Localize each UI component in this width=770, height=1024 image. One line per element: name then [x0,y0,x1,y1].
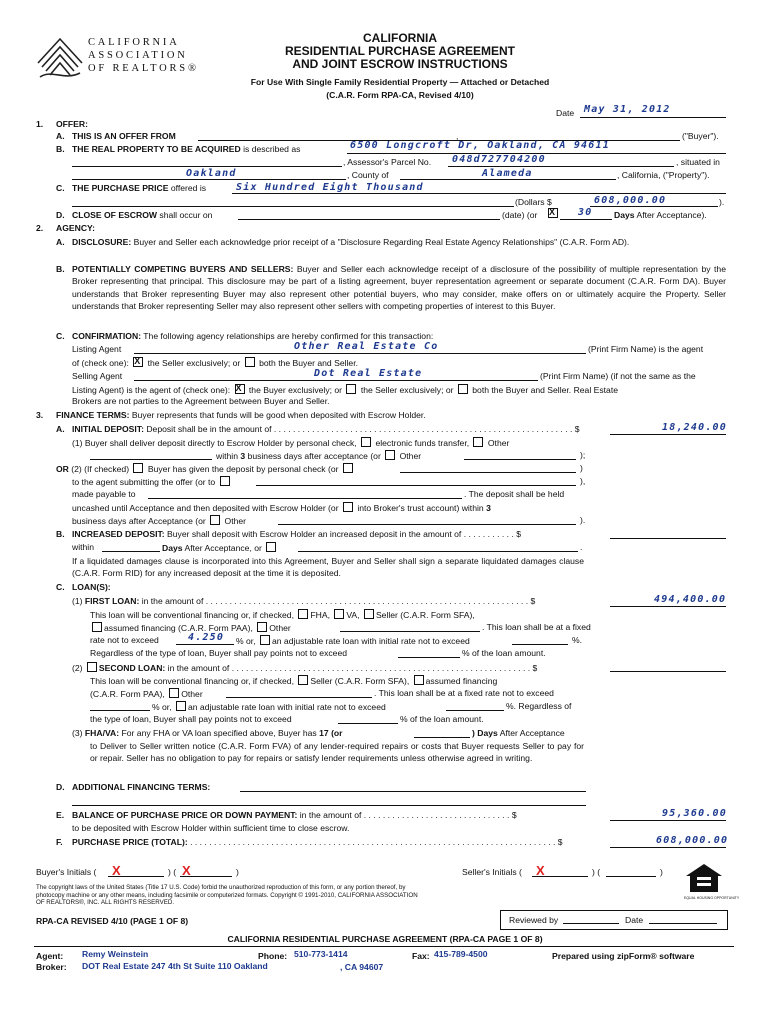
listing-tail: (Print Firm Name) is the agent [588,344,704,354]
subtitle-1: For Use With Single Family Residential Property — Attached or Detached [250,77,550,87]
s2c-label: C. [56,331,65,341]
s3a-text: Deposit shall be in the amount of [146,424,272,434]
s3b-bold: INCREASED DEPOSIT: [72,529,165,539]
county-value[interactable]: Alameda [482,168,533,179]
s3c3-l2: to Deliver to Seller written notice (C.A.R. Form FVA) of any lender-required repairs or costs that Buyer requests Seller to pay for or repair. Seller has no obligation to pay for repairs or satisfy lender requirements unless otherwise agreed in writing. [90,741,584,764]
s3c1-va: VA, [346,610,360,620]
additional-financing-field[interactable] [240,791,586,792]
broker-label: Broker: [36,962,67,972]
adjustable-checkbox[interactable] [260,635,270,645]
selling-buyer: the Buyer exclusively; or [248,385,343,395]
s3a1-close: ); [580,450,586,460]
s2a-text: Buyer and Seller each acknowledge prior receipt of a "Disclosure Regarding Real Estate Agency Relationships" (C.A.R. Form AD). [133,237,630,247]
s3b-label: B. [56,529,65,539]
s3c1-l3a: assumed financing (C.A.R. Form PAA), [104,623,253,633]
situated-in: , situated in [676,157,720,167]
s3a1-days: 3 [240,451,246,461]
logo-text [88,36,199,75]
agent-label: Agent: [36,951,64,961]
listing-seller-checkbox[interactable] [133,357,143,367]
s3b-days: Days [162,543,183,553]
review-box [500,910,728,930]
revision-label: RPA-CA REVISED 4/10 (PAGE 1 OF 8) [36,916,189,926]
a2-or-checkbox[interactable] [343,463,353,473]
increased-deposit-field[interactable] [610,538,726,539]
s2a-bold: DISCLOSURE: [72,237,132,247]
listing-agent[interactable]: Other Real Estate Co [294,341,439,352]
s3c2-l5: the type of loan, Buyer shall pay points not to exceed [90,714,292,724]
s3-title-bold: FINANCE TERMS: [56,410,130,420]
s3a2-text: (2) (If checked) [71,464,130,474]
s3a2-l4: uncashed until Acceptance and then deposited with Escrow Holder (or [72,503,339,513]
s3c1-l2: This loan will be conventional financing or, if checked, [90,610,294,620]
s3c1-l4b: % or, [236,636,256,646]
s3a2-l5e: ). [580,515,586,525]
selling-agent[interactable]: Dot Real Estate [314,368,423,379]
s3f-label: F. [56,837,63,847]
s1a-label: A. [56,131,65,141]
s2b-bold: POTENTIALLY COMPETING BUYERS AND SELLERS: [72,264,294,274]
s3a-label: A. [56,424,65,434]
s1c-bold: THE PURCHASE PRICE [72,183,169,193]
s3c3: (3) [72,728,83,738]
listing-both: both the Buyer and Seller. [259,358,358,368]
s2b-text: Buyer and Seller each acknowledge receipt of a disclosure of the possibility of multiple representation by the Broker representing that principal. This disclosure may be part of a listing agreement, buyer representation agreement or separate document (C.A.R. Form DA). Buyer understands that Broker representing Buyer may also represent other potential buyers, who may consider, make offers on or ultimately acquire the Property. Seller understands that Broker representing Seller may also represent other sellers with competing properties of interest to this Buyer. [72,264,726,312]
title-line-2: RESIDENTIAL PURCHASE AGREEMENT [284,44,516,58]
seller-initials-mid: ) ( [592,867,601,877]
subtitle-2: (C.A.R. Form RPA-CA, Revised 4/10) [326,90,474,100]
assumed-checkbox[interactable] [92,622,102,632]
c2-seller-checkbox[interactable] [298,675,308,685]
logo-line-2: ASSOCIATION [88,50,188,61]
s3a2-l4b: into Broker's trust account) within [357,503,484,513]
property-address[interactable]: 6500 Longcroft Dr, Oakland, CA 94611 [350,140,610,151]
selling-seller-checkbox[interactable] [346,384,356,394]
seller-sfa-checkbox[interactable] [364,609,374,619]
s3c1-seller: Seller (C.A.R. Form SFA), [375,610,475,620]
s3a2-l5: business days after Acceptance (or [72,516,206,526]
s1d-text: shall occur on [159,210,213,220]
s1a-comma: , [456,131,459,141]
s2a-label: A. [56,237,65,247]
buyer-initial-1[interactable]: X [112,863,121,878]
s1b-bold: THE REAL PROPERTY TO BE ACQUIRED [72,144,241,154]
selling-buyer-checkbox[interactable] [235,384,245,394]
s3c1-l4c: an adjustable rate loan with initial rate not to exceed [271,636,470,646]
s3c1-l3b: Other [269,623,291,633]
s2c-bold: CONFIRMATION: [72,331,142,341]
a1-other-checkbox[interactable] [473,437,483,447]
s3a2-l2: to the agent submitting the offer (or to [72,477,216,487]
seller-initials-label: Seller's Initials ( [462,867,522,877]
s3a2-l2e: ), [580,476,586,486]
equal-housing-icon [684,862,724,894]
broker-city: , CA 94607 [340,962,384,972]
s3a2-textb: Buyer has given the deposit by personal check (or [147,464,339,474]
fha-checkbox[interactable] [298,609,308,619]
s2-title: AGENCY: [56,223,95,233]
s3c1-l4d: %. [572,635,583,645]
s3a1-text: (1) Buyer shall deliver deposit directly to Escrow Holder by personal check, [72,438,357,448]
s3c2-l3c: . This loan shall be at a fixed rate not to exceed [374,688,554,698]
title-line-1: CALIFORNIA [363,31,437,45]
s3f-bold: PURCHASE PRICE (TOTAL): [72,837,188,847]
s3d-label: D. [56,782,65,792]
fax-label: Fax: [412,951,430,961]
date-value[interactable]: May 31, 2012 [584,104,671,115]
logo-line-3: OF REALTORS® [88,63,199,74]
s1-title: OFFER: [56,119,88,129]
b-or-checkbox[interactable] [266,542,276,552]
buyer-initials-end: ) [236,867,239,877]
s2-number: 2. [36,223,44,233]
s3c1-fha: FHA, [310,610,330,620]
total-price[interactable]: 608,000.00 [656,835,729,846]
s3b-within: within [72,542,94,552]
s3c2: (2) [72,663,83,673]
s3c3-text: For any FHA or VA loan specified above, Buyer has [121,728,317,738]
s3a1-other2: Other [399,451,422,461]
s3a2-l4c: 3 [486,503,491,513]
selling-tail: (Print Firm Name) (if not the same as the [540,371,696,381]
s3a2-l5b: Other [224,516,247,526]
s3e-bold: BALANCE OF PURCHASE PRICE OR DOWN PAYMENT: [72,810,298,820]
footer-title: CALIFORNIA RESIDENTIAL PURCHASE AGREEMENT (RPA-CA PAGE 1 OF 8) [227,934,543,944]
s3c2-assumed: assumed financing [425,676,498,686]
s3c2-l4b: an adjustable rate loan with initial rate not to exceed [187,702,386,712]
s3a2-close: ) [580,463,583,473]
close-date-label: (date) (or [502,210,538,220]
s1c-text: offered is [170,183,207,193]
s3a-bold: INITIAL DEPOSIT: [72,424,144,434]
s3a1-business: business days after acceptance (or [247,451,381,461]
s3c1-text: in the amount of [141,596,204,606]
title-line-3: AND JOINT ESCROW INSTRUCTIONS [292,57,508,71]
reviewed-by-field[interactable] [563,923,619,924]
dollars-label: (Dollars $ [515,197,552,207]
listing-both-checkbox[interactable] [245,357,255,367]
s3c3-17: 17 (or [319,728,343,738]
broker-value: DOT Real Estate 247 4th St Suite 110 Oakland [82,961,268,971]
s3c-bold: LOAN(S): [72,582,111,592]
review-date-field[interactable] [649,923,717,924]
second-loan-amount-field[interactable] [610,671,726,672]
a2-other-checkbox[interactable] [210,515,220,525]
s3b-note: If a liquidated damages clause is incorporated into this Agreement, Buyer and Seller shall sign a separate liquidated damages clause (C.A.R. Form RID) for any increased deposit at the time it is deposited. [72,556,584,579]
s3c3-bold: FHA/VA: [84,728,120,738]
s3c1-l4a: rate not to exceed [90,635,159,645]
s3c2-text: in the amount of [167,663,230,673]
s1d-label: D. [56,210,65,220]
s3e-text: in the amount of [299,810,362,820]
va-checkbox[interactable] [334,609,344,619]
selling-seller: the Seller exclusively; or [360,385,454,395]
s1b-text: is described as [243,144,301,154]
c2-other-checkbox[interactable] [169,688,179,698]
s3a1-other: Other [487,438,510,448]
selling-both: both the Buyer and Seller. Real Estate [472,385,618,395]
close-escrow-date-field[interactable] [238,219,500,220]
s3e-l2: to be deposited with Escrow Holder within sufficient time to close escrow. [72,823,350,833]
logo-line-1: CALIFORNIA [88,37,180,48]
s3e-label: E. [56,810,65,820]
s3c2-l4c: %. Regardless of [506,701,572,711]
a1-other2-checkbox[interactable] [385,450,395,460]
s3c2-l2: This loan will be conventional financing or, if checked, [90,676,294,686]
date-label: Date [556,108,575,118]
s3c2-l4a: % or, [152,702,172,712]
s1b-label: B. [56,144,65,154]
s1c-label: C. [56,183,65,193]
equal-housing-logo [684,862,740,904]
s3c1-l5: Regardless of the type of loan, Buyer shall pay points not to exceed [90,648,348,658]
s1d-bold: CLOSE OF ESCROW [72,210,157,220]
copyright-text: The copyright laws of the United States (Title 17 U.S. Code) forbid the unauthorized reproduction of this form, or any portion thereof, by photocopy machine or any other means, including facsimile or computerized formats. Copyright © 1991-2010, CALIFORNIA ASSOCIATION OF REALTORS®, INC. ALL RIGHTS RESERVED. [36,884,418,907]
s3c3-after: After Acceptance [499,728,565,738]
second-loan-checkbox[interactable] [87,662,97,672]
buyer-initial-2[interactable]: X [182,863,191,878]
seller-initial-2-field[interactable] [606,876,656,877]
phone-label: Phone: [258,951,288,961]
reviewed-by-label: Reviewed by [509,915,559,925]
selling-l2: Listing Agent) is the agent of (check one): [72,385,231,395]
first-loan-rate[interactable]: 4.250 [188,632,225,643]
seller-initial-1[interactable]: X [536,863,545,878]
listing-seller: the Seller exclusively; or [147,358,241,368]
close-days-checkbox[interactable] [548,208,558,218]
seller-initials-end: ) [660,867,663,877]
review-date-label: Date [625,915,644,925]
listing-of: of (check one): [72,358,129,368]
fax-value: 415-789-4500 [434,949,488,959]
s3a2-or: OR [56,464,69,474]
s3d-bold: ADDITIONAL FINANCING TERMS: [72,782,211,792]
s3c1-l5b: % of the loan amount. [462,648,546,658]
s3c2-seller: Seller (C.A.R. Form SFA), [310,676,410,686]
s1a-buyer: ("Buyer"). [682,131,719,141]
s3c-label: C. [56,582,65,592]
c2-assumed-checkbox[interactable] [414,675,424,685]
county-label: , County of [347,170,389,180]
s3c1-bold: FIRST LOAN: [84,596,140,606]
initial-deposit[interactable]: 18,240.00 [662,422,727,433]
a2-trust-checkbox[interactable] [343,502,353,512]
eft-checkbox[interactable] [361,437,371,447]
s3c2-l5b: % of the loan amount. [400,714,484,724]
car-logo-mark-icon [34,33,86,85]
s3b-after: After Acceptance, or [184,543,262,553]
s3c2-bold: SECOND LOAN: [98,663,166,673]
dollars-end: ). [719,197,725,207]
prepared-label: Prepared using zipForm® software [552,951,695,961]
selling-both-checkbox[interactable] [458,384,468,394]
a2-agent-checkbox[interactable] [220,476,230,486]
s3a1-eft: electronic funds transfer, [375,438,470,448]
close-days[interactable]: 30 [578,207,593,218]
a2-checkbox[interactable] [133,463,143,473]
equal-housing-text: EQUAL HOUSING OPPORTUNITY [684,896,740,900]
s3-number: 3. [36,410,44,420]
apn-label: , Assessor's Parcel No. [343,157,432,167]
s3-title-text: Buyer represents that funds will be good when deposited with Escrow Holder. [131,410,426,420]
s2c-text: The following agency relationships are hereby confirmed for this transaction: [143,331,434,341]
s3a1-within: within [216,451,238,461]
selling-label: Selling Agent [72,371,123,381]
s2b-label: B. [56,264,65,274]
listing-label: Listing Agent [72,344,122,354]
buyer-initials-mid: ) ( [168,867,177,877]
agent-name: Remy Weinstein [82,949,149,959]
s3c2-l3b: Other [181,689,203,699]
city-value[interactable]: Oakland [186,168,237,179]
car-logo [34,33,86,85]
s1a-text: THIS IS AN OFFER FROM [72,131,176,141]
s3c1: (1) [72,596,83,606]
s3b-text: Buyer shall deposit with Escrow Holder an increased deposit in the amount of [167,529,462,539]
price-words[interactable]: Six Hundred Eight Thousand [236,182,424,193]
property-label: , California, ("Property"). [617,170,710,180]
phone-value: 510-773-1414 [294,949,348,959]
s3a2-l3e: . The deposit shall be held [464,489,565,499]
balance-amount[interactable]: 95,360.00 [662,808,727,819]
price-number[interactable]: 608,000.00 [594,195,667,206]
buyer-initials-label: Buyer's Initials ( [36,867,97,877]
s3c1-l3c: . This loan shall be at a fixed [482,622,591,632]
brokers-note: Brokers are not parties to the Agreement between Buyer and Seller. [72,396,330,406]
s1-number: 1. [36,119,44,129]
c2-adjustable-checkbox[interactable] [176,701,186,711]
apn-value[interactable]: 048d727704200 [452,154,546,165]
c1-other-checkbox[interactable] [257,622,267,632]
s3c2-l3a: (C.A.R. Form PAA), [90,689,165,699]
first-loan-amount[interactable]: 494,400.00 [654,594,727,605]
s3c3-days: ) Days [472,728,498,738]
s3a2-l3: made payable to [72,489,136,499]
